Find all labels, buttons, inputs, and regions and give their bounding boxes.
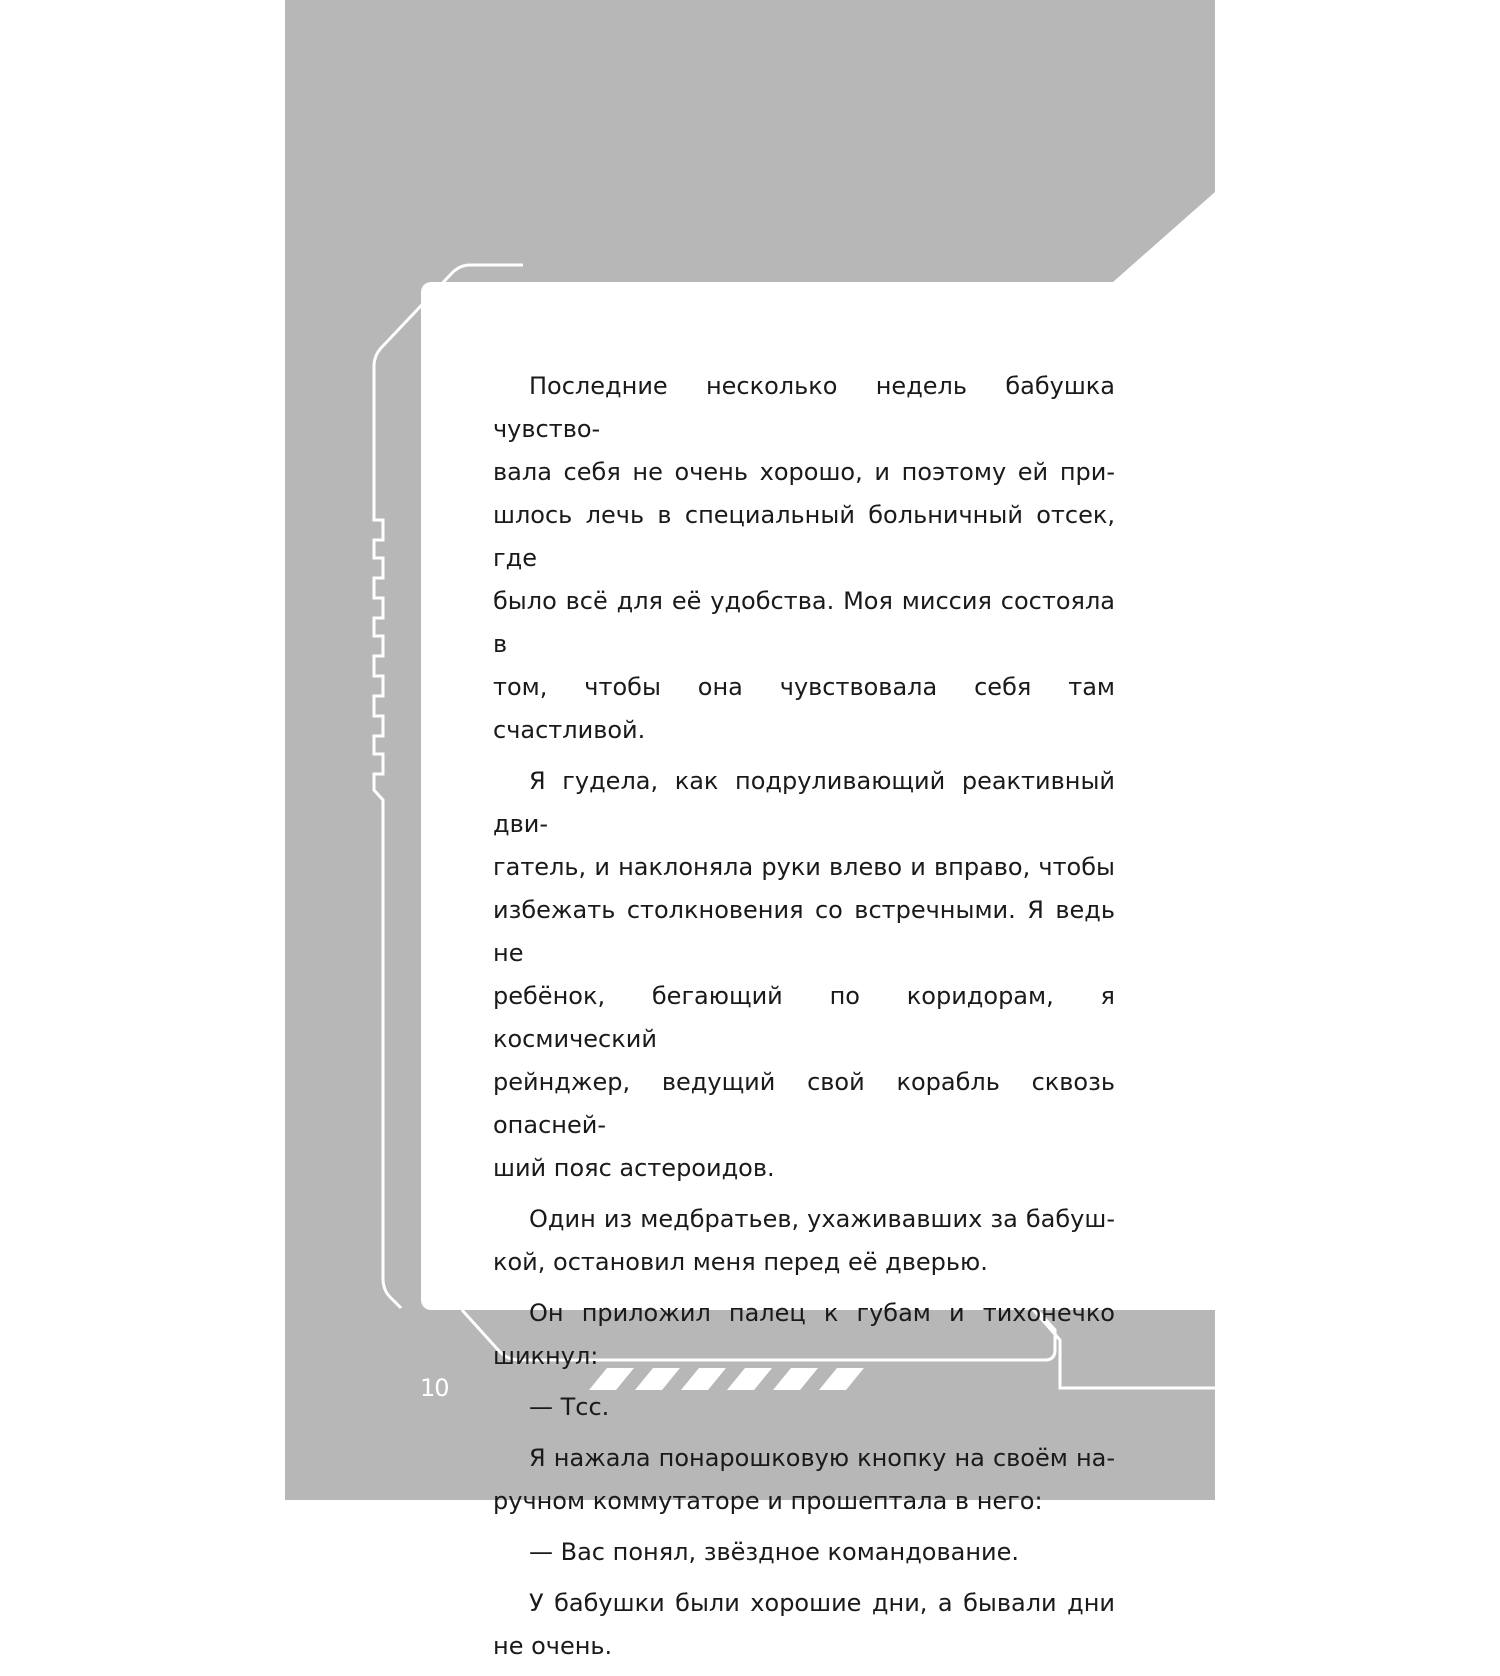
text-line: гатель, и наклоняла руки влево и вправо, чтобы [493,853,1115,881]
text-line: не очень. [493,1632,613,1660]
paragraph [493,1198,1115,1284]
corner-cut-top-right [1113,192,1215,282]
text-line: — Вас понял, звёздное командование. [529,1538,1020,1566]
paragraph [493,1437,1115,1523]
text-line: рейнджер, ведущий свой корабль сквозь опасней- [493,1068,1115,1139]
text-line: ручном коммутаторе и прошептала в него: [493,1487,1043,1515]
story-text [493,365,1115,1676]
text-line: Последние несколько недель бабушка чувство- [493,372,1115,443]
text-line: шлось лечь в специальный больничный отсек, где [493,501,1115,572]
paragraph [493,1531,1115,1574]
text-line: Он приложил палец к губам и тихонечко шикнул: [493,1299,1115,1370]
text-line: вала себя не очень хорошо, и поэтому ей при- [493,458,1115,486]
paragraph [493,760,1115,1190]
text-line: было всё для её удобства. Моя миссия состояла в [493,587,1115,658]
paragraph [493,365,1115,752]
text-line: том, чтобы она чувствовала себя там счастливой. [493,673,1115,744]
text-line: кой, остановил меня перед её дверью. [493,1248,988,1276]
text-line: У бабушки были хорошие дни, а бывали дни [529,1589,1115,1617]
text-line: Я нажала понарошковую кнопку на своём на- [529,1444,1115,1472]
paragraph [493,1582,1115,1668]
text-line: Один из медбратьев, ухаживавших за бабуш- [529,1205,1115,1233]
text-line: ребёнок, бегающий по коридорам, я космический [493,982,1115,1053]
paragraph [493,1292,1115,1378]
text-line: Я гудела, как подруливающий реактивный дви- [493,767,1115,838]
text-line: избежать столкновения со встречными. Я ведь не [493,896,1115,967]
page-number: 10 [420,1374,449,1402]
paragraph [493,1386,1115,1429]
text-line: — Тсс. [529,1393,610,1421]
text-line: ший пояс астероидов. [493,1154,775,1182]
